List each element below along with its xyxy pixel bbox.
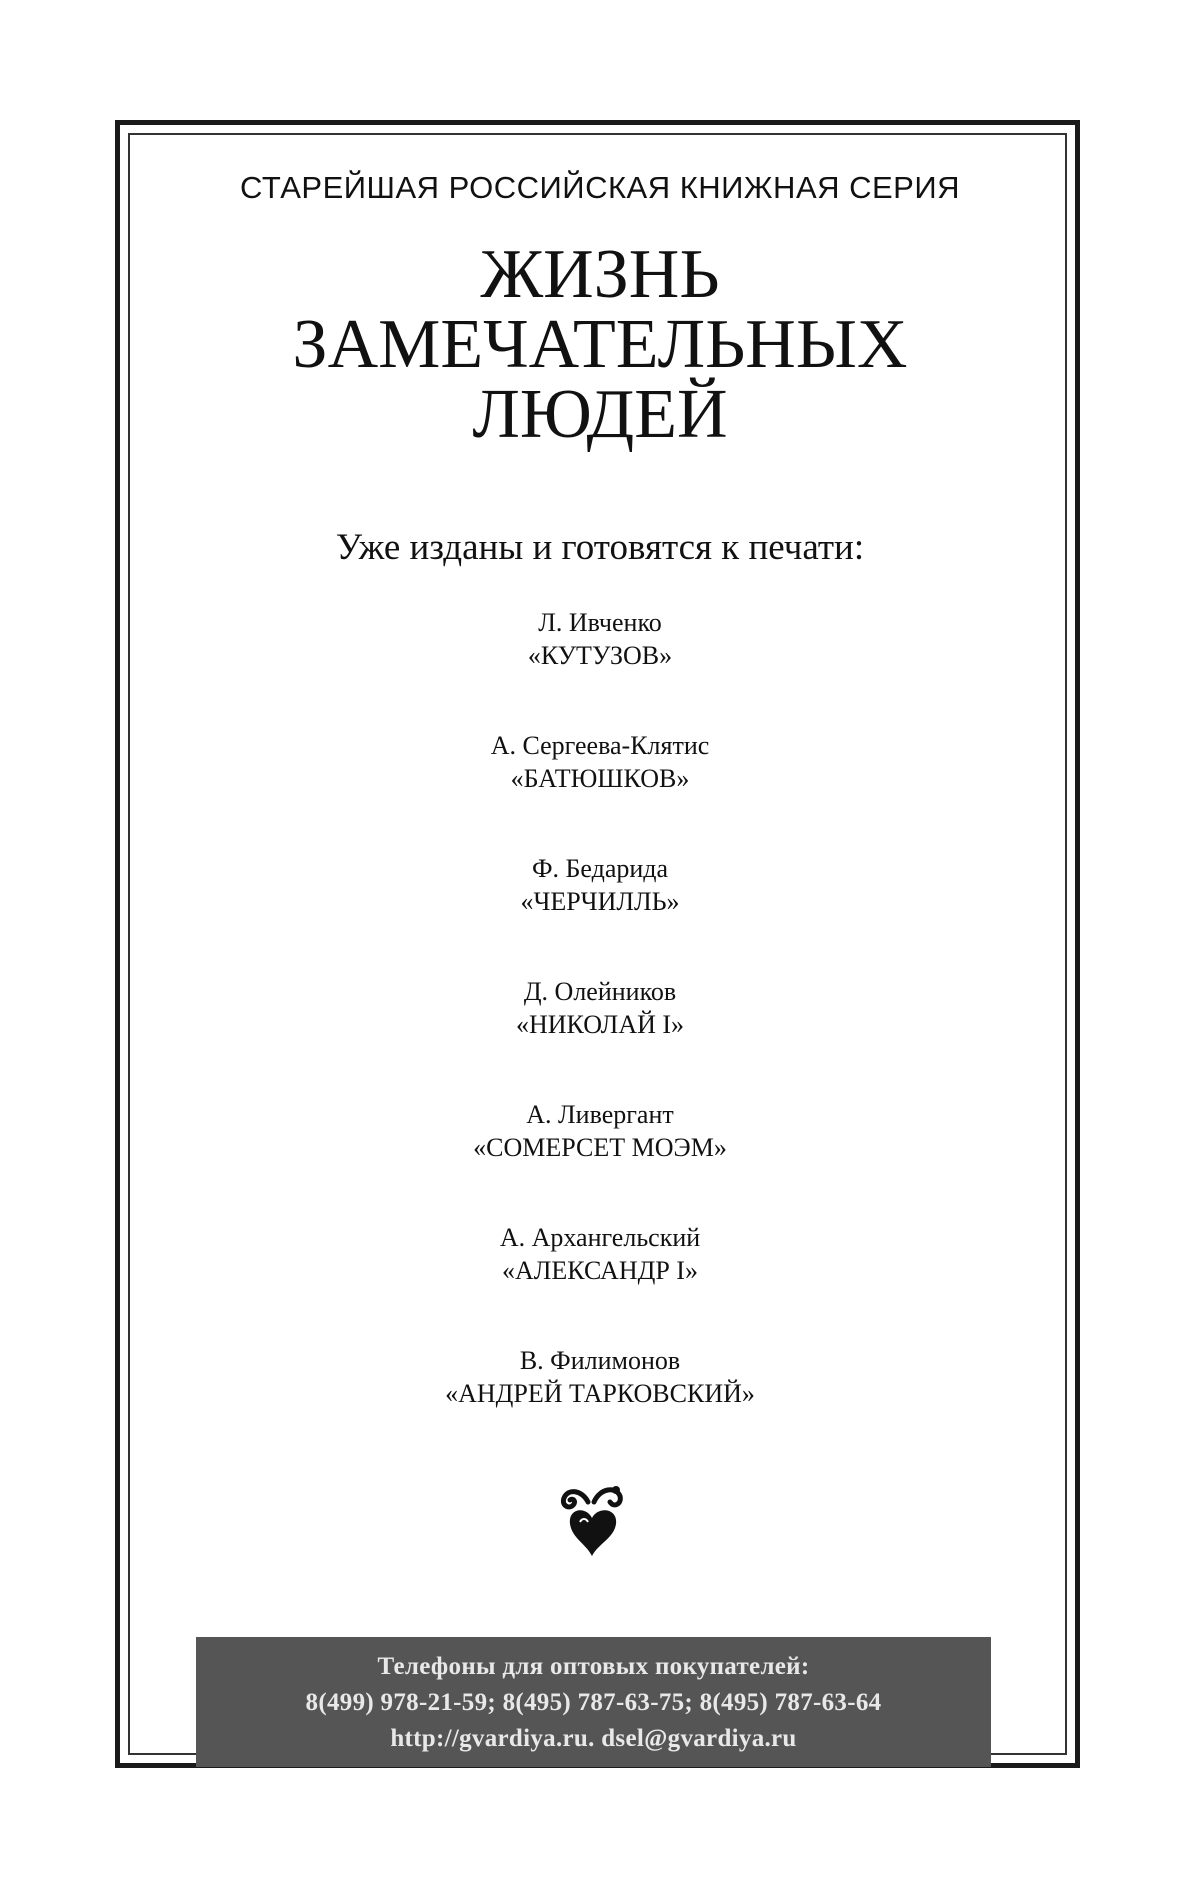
wholesale-web-email: http://gvardiya.ru. dsel@gvardiya.ru xyxy=(390,1725,797,1752)
book-list xyxy=(0,606,1200,1467)
book-author: В. Филимонов xyxy=(519,1346,681,1375)
series-title-line-3: ЛЮДЕЙ xyxy=(472,376,728,453)
book-entry xyxy=(0,975,1200,1098)
announcement-heading: Уже изданы и готовятся к печати: xyxy=(335,527,865,568)
book-author: Д. Олейников xyxy=(523,977,677,1006)
wholesale-heading: Телефоны для оптовых покупателей: xyxy=(377,1653,810,1680)
book-entry xyxy=(0,1098,1200,1221)
book-author: А. Архангельский xyxy=(499,1223,701,1252)
book-author: А. Ливергант xyxy=(526,1100,674,1129)
book-author: Л. Ивченко xyxy=(538,608,662,637)
series-label: СТАРЕЙШАЯ РОССИЙСКАЯ КНИЖНАЯ СЕРИЯ xyxy=(239,170,961,205)
book-entry xyxy=(0,729,1200,852)
book-title: «АЛЕКСАНДР I» xyxy=(502,1256,698,1285)
book-title: «БАТЮШКОВ» xyxy=(510,764,690,793)
book-author: Ф. Бедарида xyxy=(531,854,669,883)
book-entry xyxy=(0,852,1200,975)
book-author: А. Сергеева-Клятис xyxy=(490,731,710,760)
publisher-logo-icon xyxy=(558,1478,626,1558)
publisher-logo-svg xyxy=(558,1478,626,1558)
book-entry xyxy=(0,1344,1200,1467)
series-title xyxy=(0,236,1200,453)
book-title: «АНДРЕЙ ТАРКОВСКИЙ» xyxy=(445,1379,755,1408)
book-title: «НИКОЛАЙ I» xyxy=(515,1010,685,1039)
book-entry xyxy=(0,1221,1200,1344)
series-title-line-2: ЗАМЕЧАТЕЛЬНЫХ xyxy=(292,306,908,383)
book-title: «СОМЕРСЕТ МОЭМ» xyxy=(473,1133,727,1162)
wholesale-contacts-bar xyxy=(196,1637,991,1767)
wholesale-phones: 8(499) 978-21-59; 8(495) 787-63-75; 8(495) 787-63-64 xyxy=(305,1689,882,1716)
book-entry xyxy=(0,606,1200,729)
series-title-line-1: ЖИЗНЬ xyxy=(480,236,720,313)
book-title: «ЧЕРЧИЛЛЬ» xyxy=(520,887,680,916)
book-title: «КУТУЗОВ» xyxy=(527,641,673,670)
